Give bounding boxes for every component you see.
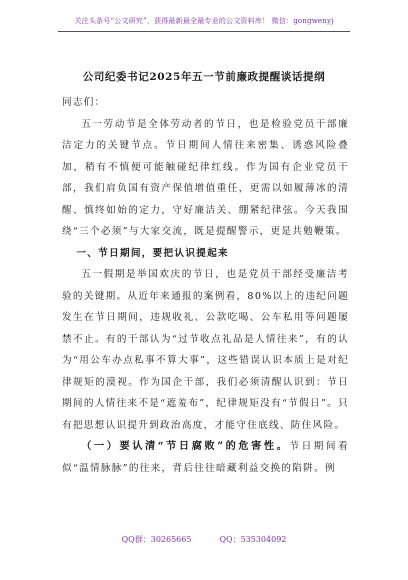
paragraph-subheading-1: [62, 436, 349, 479]
salutation: 同志们：: [62, 97, 106, 108]
header-promo-note: 关注头条号“公文研究”，获得最新最全最专业的公文资料库！ 微信：gongwenyj: [74, 17, 334, 25]
header-divider: [58, 31, 350, 32]
footer-contact-note: [0, 534, 408, 545]
document-body: [62, 92, 349, 479]
paragraph-section-1: 五一假期是举国欢庆的节日，也是党员干部经受廉洁考验的关键期。从近年来通报的案例看，80%以上的违纪问题发生在节日期间，违规收礼、公款吃喝、公车私用等问题屡禁不止。有的干部认为“过节收点礼品是人情往来”，有的认为“用公车办点私事不算大事”，这些错误认识本质上是对纪律规矩的漠视。作为国企干部，我们必须清醒认识到：节日期间的人情往来不是“遮羞布”，纪律规矩没有“节假日”。只有把思想认识提升到政治高度，才能守住底线、防住风险。: [62, 269, 349, 431]
subheading-text: 节日期间看似“温情脉脉”的往来，背后往往暗藏利益交换的陷阱。例: [62, 441, 349, 474]
section-heading-1: 一、节日期间，要把认识提起来: [76, 247, 229, 259]
subheading-lead: （一）要认清“节日腐败”的危害性。: [81, 440, 290, 452]
paragraph-intro: 五一劳动节是全体劳动者的节日，也是检验党员干部廉洁定力的关键节点。节日期间人情往来密集、诱惑风险叠加，稍有不慎便可能触碰纪律红线。作为国有企业党员干部，我们肩负国有资产保值增值重任，更需以如履薄冰的清醒、慎终如始的定力，守好廉洁关、绷紧纪律弦。今天我围绕“三个必须”与大家交流，既是提醒警示，更是共勉鞭策。: [62, 118, 349, 237]
footer-qq-group: QQ群：30265665: [121, 535, 192, 544]
footer-qq-number: QQ：535304092: [219, 535, 287, 544]
document-title: 公司纪委书记2025年五一节前廉政提醒谈话提纲: [82, 71, 326, 83]
